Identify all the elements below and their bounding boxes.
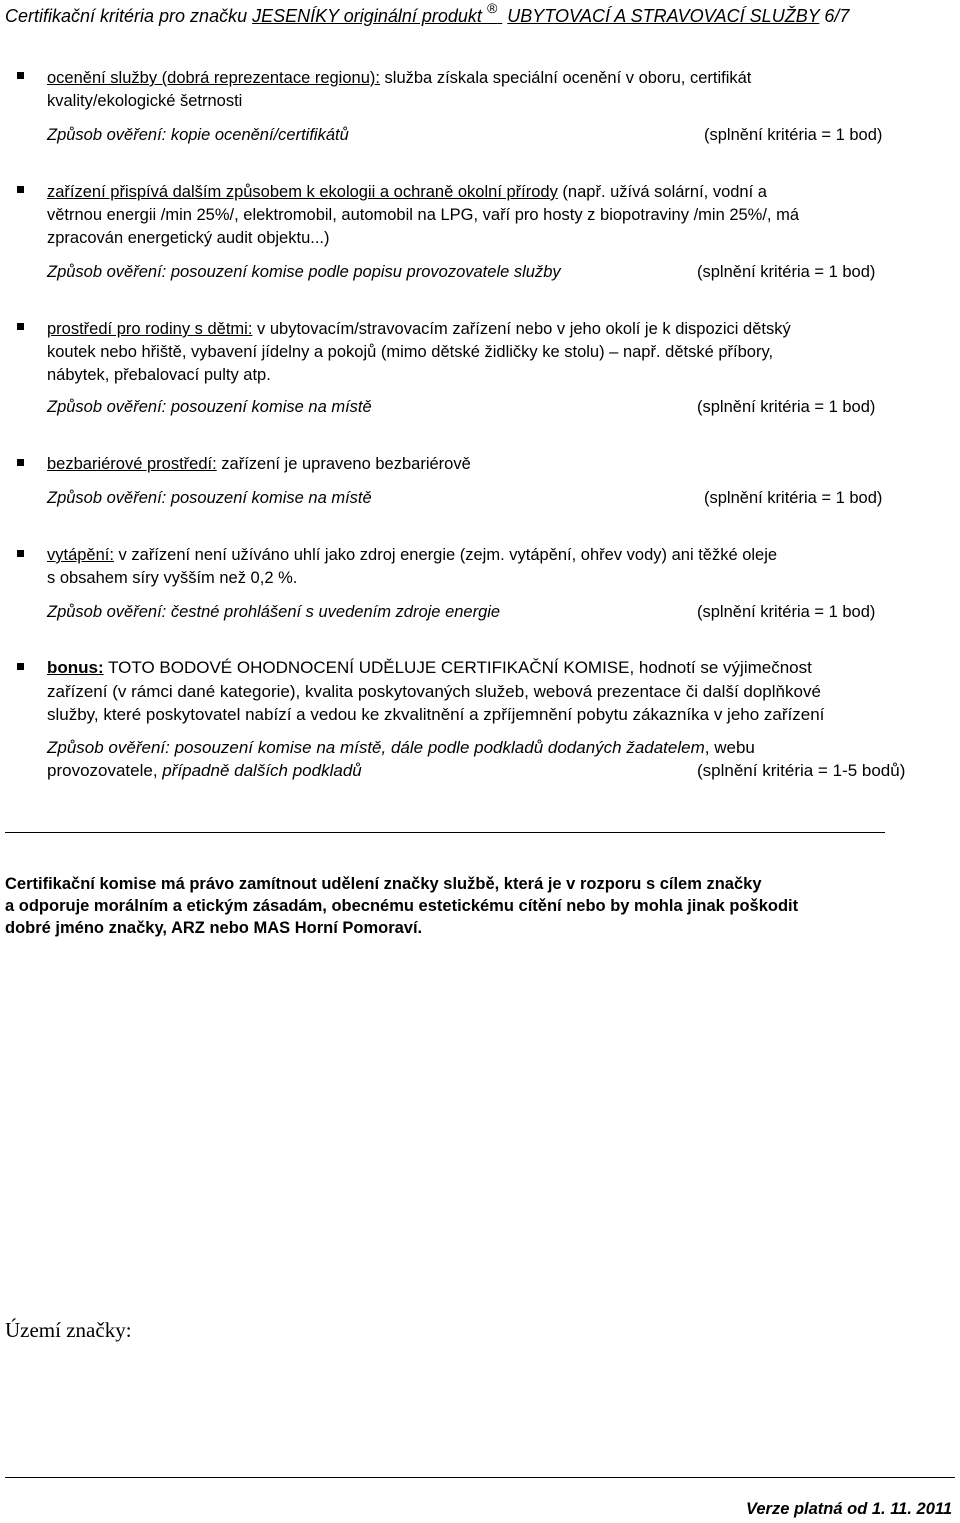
notice-line: a odporuje morálním a etickým zásadám, obecnému estetickému cítění nebo by mohla jinak poškodit — [5, 897, 799, 915]
criterion-3 — [47, 318, 791, 340]
certification-notice — [5, 873, 798, 939]
bullet-icon — [17, 550, 24, 557]
criterion-text: v ubytovacím/stravovacím zařízení nebo v jeho okolí je k dispozici dětský — [252, 320, 791, 338]
notice-line: Certifikační komise má právo zamítnout udělení značky službě, která je v rozporu s cílem značky — [5, 875, 762, 893]
criterion-label: vytápění: — [47, 546, 114, 564]
criterion-text: v zařízení není užíváno uhlí jako zdroj energie (zejm. vytápění, ohřev vody) ani těžké oleje — [113, 546, 778, 564]
verification-method: Způsob ověření: kopie ocenění/certifikátů — [47, 126, 349, 144]
criterion-1-cont: kvality/ekologické šetrnosti — [47, 92, 243, 110]
verification-text: Způsob ověření: posouzení komise na místě, dále podle podkladů dodaných žadatelem — [47, 738, 705, 757]
footer-divider — [5, 1477, 955, 1478]
criterion-label: bonus: — [47, 658, 104, 677]
notice-line: dobré jméno značky, ARZ nebo MAS Horní Pomoraví. — [5, 919, 423, 937]
criterion-2-cont2: zpracován energetický audit objektu...) — [47, 229, 330, 247]
criterion-text: zařízení je upraveno bezbariérově — [216, 455, 471, 473]
criterion-text: (např. užívá solární, vodní a — [557, 183, 767, 201]
header-category: UBYTOVACÍ A STRAVOVACÍ SLUŽBY — [507, 6, 820, 26]
criterion-6-cont: zařízení (v rámci dané kategorie), kvalita poskytovaných služeb, webová prezentace či další doplňkové — [47, 682, 821, 701]
verification-method: Způsob ověření: posouzení komise podle popisu provozovatele služby — [47, 263, 561, 281]
verification-method-cont — [47, 760, 362, 782]
verification-method — [47, 737, 755, 759]
bullet-icon — [17, 186, 24, 193]
criterion-2-cont: větrnou energii /min 25%/, elektromobil, automobil na LPG, vaří pro hosty z biopotraviny /min 25%/, má — [47, 206, 800, 224]
criterion-3-cont2: nábytek, přebalovací pulty atp. — [47, 366, 271, 384]
criterion-text: služba získala speciální ocenění v oboru, certifikát — [379, 69, 752, 87]
criterion-6 — [47, 657, 812, 679]
criterion-text: TOTO BODOVÉ OHODNOCENÍ UDĚLUJE CERTIFIKAČNÍ KOMISE, hodnotí se výjimečnost — [103, 658, 812, 677]
criterion-2 — [47, 181, 767, 203]
verification-text-normal: provozovatele, — [47, 761, 163, 780]
bullet-icon — [17, 72, 24, 79]
criterion-score: (splnění kritéria = 1-5 bodů) — [697, 761, 906, 780]
criterion-score: (splnění kritéria = 1 bod) — [704, 126, 883, 144]
criterion-label: prostředí pro rodiny s dětmi: — [47, 320, 253, 338]
criterion-score: (splnění kritéria = 1 bod) — [697, 398, 876, 416]
bullet-icon — [17, 663, 24, 670]
criterion-label: ocenění služby (dobrá reprezentace regionu): — [47, 69, 380, 87]
territory-label: Území značky: — [5, 1318, 132, 1342]
criterion-score: (splnění kritéria = 1 bod) — [697, 263, 876, 281]
page-number: 6/7 — [824, 6, 850, 26]
criterion-score: (splnění kritéria = 1 bod) — [704, 489, 883, 507]
criterion-label: zařízení přispívá dalším způsobem k ekologii a ochraně okolní přírody — [47, 183, 558, 201]
criterion-5-cont: s obsahem síry vyšším než 0,2 %. — [47, 569, 298, 587]
criterion-score: (splnění kritéria = 1 bod) — [697, 603, 876, 621]
criterion-4 — [47, 453, 471, 475]
bullet-icon — [17, 459, 24, 466]
criterion-1 — [47, 67, 751, 89]
verification-method: Způsob ověření: posouzení komise na místě — [47, 489, 372, 507]
header-title: Certifikační kritéria pro značku — [5, 6, 253, 26]
criterion-5 — [47, 544, 777, 566]
criterion-label: bezbariérové prostředí: — [47, 455, 217, 473]
criterion-3-cont: koutek nebo hřiště, vybavení jídelny a pokojů (mimo dětské židličky ke stolu) – např. dětské příbory, — [47, 343, 774, 361]
header-product: JESENÍKY originální produkt — [252, 6, 482, 26]
verification-text: případně dalších podkladů — [162, 761, 362, 780]
verification-method: Způsob ověření: posouzení komise na místě — [47, 398, 372, 416]
section-divider — [5, 832, 885, 833]
criterion-6-cont2: služby, které poskytovatel nabízí a vedou ke zkvalitnění a zpříjemnění pobytu zákazníka v jeho zařízení — [47, 705, 825, 724]
verification-text-normal: , webu — [704, 738, 755, 757]
bullet-icon — [17, 323, 24, 330]
version-footer: Verze platná od 1. 11. 2011 — [745, 1500, 952, 1518]
verification-method: Způsob ověření: čestné prohlášení s uvedením zdroje energie — [47, 603, 501, 621]
page-header — [5, 0, 850, 27]
registered-mark: ® — [486, 0, 498, 16]
